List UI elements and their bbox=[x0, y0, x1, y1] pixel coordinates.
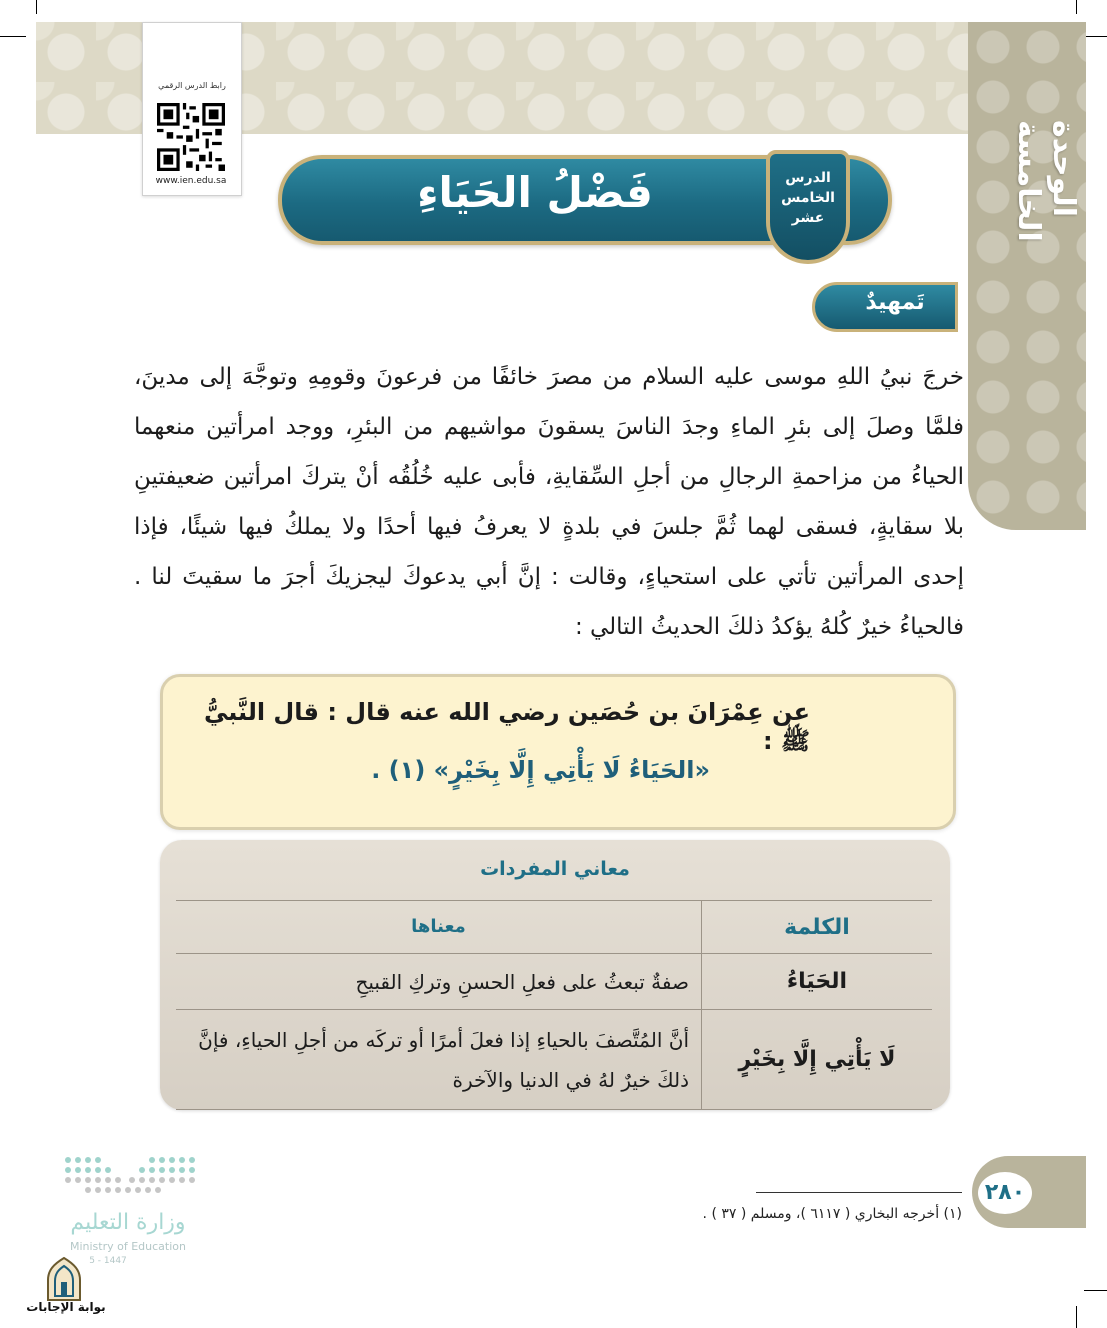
lesson-title: فَضْلُ الحَيَاءِ bbox=[417, 168, 653, 217]
ministry-name-english: Ministry of Education bbox=[69, 1240, 186, 1253]
vocab-word: الحَيَاءُ bbox=[702, 954, 933, 1010]
page-number: ٢٨٠ bbox=[978, 1172, 1032, 1214]
ministry-name-arabic: وزارة التعليم bbox=[70, 1210, 186, 1235]
vocab-word: لَا يَأْتِي إِلَّا بِخَيْرٍ bbox=[702, 1010, 933, 1110]
column-header-word: الكلمة bbox=[702, 901, 933, 954]
crop-mark bbox=[0, 36, 26, 37]
crop-mark bbox=[1076, 1306, 1077, 1328]
section-tag-label: تَمهيدٌ bbox=[865, 290, 925, 315]
table-row bbox=[176, 954, 932, 1010]
unit-title: الوحدة الخامسة bbox=[1011, 120, 1081, 242]
footnote: (١) أخرجه البخاري ( ٦١١٧ )، ومسلم ( ٣٧ ) . bbox=[702, 1206, 962, 1222]
vocab-meaning: صفةٌ تبعثُ على فعلِ الحسنِ وتركِ القبيحِ bbox=[176, 954, 702, 1010]
qr-label: رابط الدرس الرقمي bbox=[158, 81, 226, 90]
qr-url[interactable]: www.ien.edu.sa bbox=[155, 176, 227, 186]
crop-mark bbox=[36, 0, 37, 14]
hadith-text: «الحَيَاءُ لَا يَأْتِي إِلَّا بِخَيْرٍ» (١) . bbox=[371, 756, 710, 784]
ministry-year: 5 - 1447 bbox=[89, 1256, 127, 1266]
table-row bbox=[176, 1010, 932, 1110]
portal-logo-icon bbox=[44, 1256, 84, 1302]
badge-line: الدرس bbox=[785, 170, 831, 186]
footnote-divider bbox=[756, 1192, 962, 1193]
ministry-logo-icon bbox=[60, 1154, 200, 1198]
vocab-meaning: أنَّ المُتَّصفَ بالحياءِ إذا فعلَ أمرًا أو تركَه من أجلِ الحياءِ، فإنَّ ذلكَ خيرٌ لهُ في الدنيا والآخرة bbox=[176, 1010, 702, 1110]
badge-line: عشر bbox=[791, 210, 825, 226]
portal-name: بوابة الإجابات bbox=[26, 1300, 106, 1314]
column-header-meaning: معناها bbox=[176, 901, 702, 954]
crop-mark bbox=[1076, 0, 1077, 14]
qr-code-icon[interactable] bbox=[157, 103, 225, 171]
qr-card[interactable] bbox=[142, 22, 242, 196]
badge-line: الخامس bbox=[781, 190, 835, 206]
hadith-narration: عن عِمْرَانَ بن حُصَين رضي الله عنه قال : قال النَّبيُّ ﷺ : bbox=[203, 698, 810, 755]
table-header-row bbox=[176, 901, 932, 954]
lesson-number-badge bbox=[766, 150, 850, 264]
vocabulary-table bbox=[176, 900, 932, 1110]
crop-mark bbox=[1084, 1290, 1107, 1291]
intro-paragraph: خرجَ نبيُ اللهِ موسى عليه السلام من مصرَ خائفًا من فرعونَ وقومِهِ وتوجَّهَ إلى مدينَ، فلمَّا وصلَ إلى بئرِ الماءِ وجدَ الناسَ يسقونَ مواشيهم من البئرِ، ووجد امرأتين منعهما الحياءُ من مزاحمةِ الرجالِ من أجلِ السِّقايةِ، فأبى عليه خُلُقُه أنْ يتركَ امرأتين ضعيفتينِ بلا سقايةٍ، فسقى لهما ثُمَّ جلسَ في بلدةٍ لا يعرفُ فيها أحدًا ولا يملكُ فيها شيئًا، فإذا إحدى المرأتين تأتي على استحياءٍ، وقالت : إنَّ أبي يدعوكَ ليجزيكَ أجرَ ما سقيتَ لنا . فالحياءُ خيرٌ كُلهُ يؤكدُ ذلكَ الحديثُ التالي : bbox=[134, 364, 964, 640]
vocabulary-heading: معاني المفردات bbox=[480, 858, 630, 880]
